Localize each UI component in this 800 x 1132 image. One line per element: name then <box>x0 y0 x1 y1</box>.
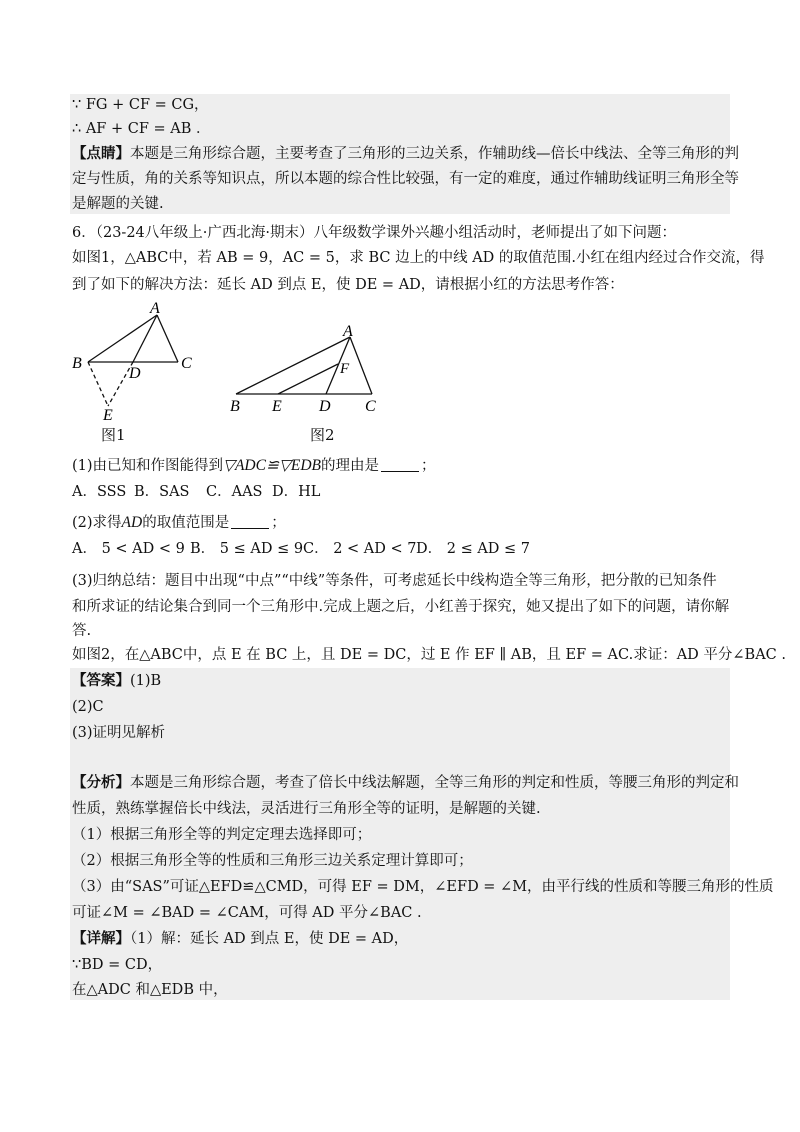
text-line: 是解题的关键. <box>72 196 164 212</box>
text: 的取值范围是 <box>142 515 230 531</box>
label-c: C <box>365 398 376 415</box>
label-a: A <box>343 323 353 340</box>
option-a: A．SSS <box>72 484 127 500</box>
text-line: (2)C <box>72 699 104 715</box>
math: AD <box>121 514 143 531</box>
question-2 <box>72 512 286 534</box>
label-b: B <box>72 355 82 372</box>
label-a: A <box>150 300 160 317</box>
option-a: A． 5 < AD < 9 <box>72 541 185 557</box>
math: ▽ADC≌▽EDB <box>223 457 322 474</box>
answer-blank <box>381 457 419 472</box>
problem-header: 6．（23-24八年级上·广西北海·期末）八年级数学课外兴趣小组活动时，老师提出了如下问题： <box>72 225 676 241</box>
answer-line <box>72 670 161 692</box>
detail-tag: 【详解】 <box>72 930 130 947</box>
text: ； <box>271 515 286 531</box>
question-1 <box>72 455 436 477</box>
text-line: 在△ADC 和△EDB 中， <box>72 982 228 998</box>
figure-2-caption: 图2 <box>310 426 335 444</box>
text-line: 性质，熟练掌握倍长中线法，灵活进行三角形全等的证明，是解题的关键. <box>72 801 541 817</box>
text: 本题是三角形综合题，考查了倍长中线法解题，全等三角形的判定和性质，等腰三角形的判定和 <box>130 775 739 791</box>
text-line: 答. <box>72 623 92 639</box>
text-line: ∵BD = CD， <box>72 957 163 973</box>
option-b: B．SAS <box>134 484 190 500</box>
option-c: C． 2 < AD < 7 <box>303 541 417 557</box>
figure-1-caption: 图1 <box>101 426 126 444</box>
text: 的理由是 <box>321 458 380 474</box>
text-line: 如图1，△ABC中，若 AB = 9，AC = 5，求 BC 边上的中线 AD 的取值范围.小红在组内经过合作交流，得 <box>72 250 765 266</box>
label-b: B <box>230 398 240 415</box>
dianjing-tag: 【点睛】 <box>72 145 130 162</box>
text-line: （2）根据三角形全等的性质和三角形三边关系定理计算即可； <box>72 853 473 869</box>
text-line: 定与性质，角的关系等知识点，所以本题的综合性比较强，有一定的难度，通过作辅助线证明三角形全等 <box>72 171 739 187</box>
text-line: 可证∠M = ∠BAD = ∠CAM，可得 AD 平分∠BAC . <box>72 905 422 921</box>
text-line: (3)归纳总结：题目中出现“中点”“中线”等条件，可考虑延长中线构造全等三角形，把分散的已知条件 <box>72 573 717 589</box>
figure-2 <box>224 320 394 420</box>
text-line: （1）根据三角形全等的判定定理去选择即可； <box>72 827 372 843</box>
label-c: C <box>181 355 192 372</box>
label-e: E <box>272 398 282 415</box>
text: （1）解：延长 AD 到点 E，使 DE = AD， <box>130 931 409 947</box>
option-d: D． 2 ≤ AD ≤ 7 <box>416 541 531 557</box>
label-d: D <box>319 398 331 415</box>
text-line: 和所求证的结论集合到同一个三角形中.完成上题之后，小红善于探究，她又提出了如下的问题，请你解 <box>72 599 730 615</box>
label-e: E <box>103 407 113 424</box>
text: ； <box>421 458 436 474</box>
option-d: D．HL <box>272 484 321 500</box>
analysis-tag: 【分析】 <box>72 774 130 791</box>
text: (1)由已知和作图能得到 <box>72 458 224 474</box>
figure-1 <box>66 296 206 426</box>
text: 本题是三角形综合题，主要考查了三角形的三边关系，作辅助线—倍长中线法、全等三角形的判 <box>130 146 739 162</box>
text: (1)B <box>130 673 162 689</box>
label-f: F <box>340 361 350 377</box>
answer-tag: 【答案】 <box>72 672 130 689</box>
text-line: 到了如下的解决方法：延长 AD 到点 E，使 DE = AD，请根据小红的方法思考作答： <box>72 277 624 293</box>
text-line: 如图2，在△ABC中，点 E 在 BC 上，且 DE = DC，过 E 作 EF ∥ AB，且 EF = AC.求证：AD 平分∠BAC . <box>72 647 786 663</box>
analysis-line <box>72 772 739 794</box>
text-line: （3）由“SAS”可证△EFD≌△CMD，可得 EF = DM，∠EFD = ∠M，由平行线的性质和等腰三角形的性质 <box>72 879 774 895</box>
answer-blank <box>231 514 269 529</box>
text-line: (3)证明见解析 <box>72 725 166 741</box>
option-c: C．AAS <box>206 484 263 500</box>
text-line: ∴ AF + CF = AB ． <box>72 121 211 137</box>
dianjing-line <box>72 143 739 165</box>
label-d: D <box>129 365 141 382</box>
option-b: B． 5 ≤ AD ≤ 9 <box>190 541 304 557</box>
text-line: ∵ FG + CF = CG， <box>72 97 209 113</box>
detail-line <box>72 928 408 950</box>
text: (2)求得 <box>72 515 122 531</box>
